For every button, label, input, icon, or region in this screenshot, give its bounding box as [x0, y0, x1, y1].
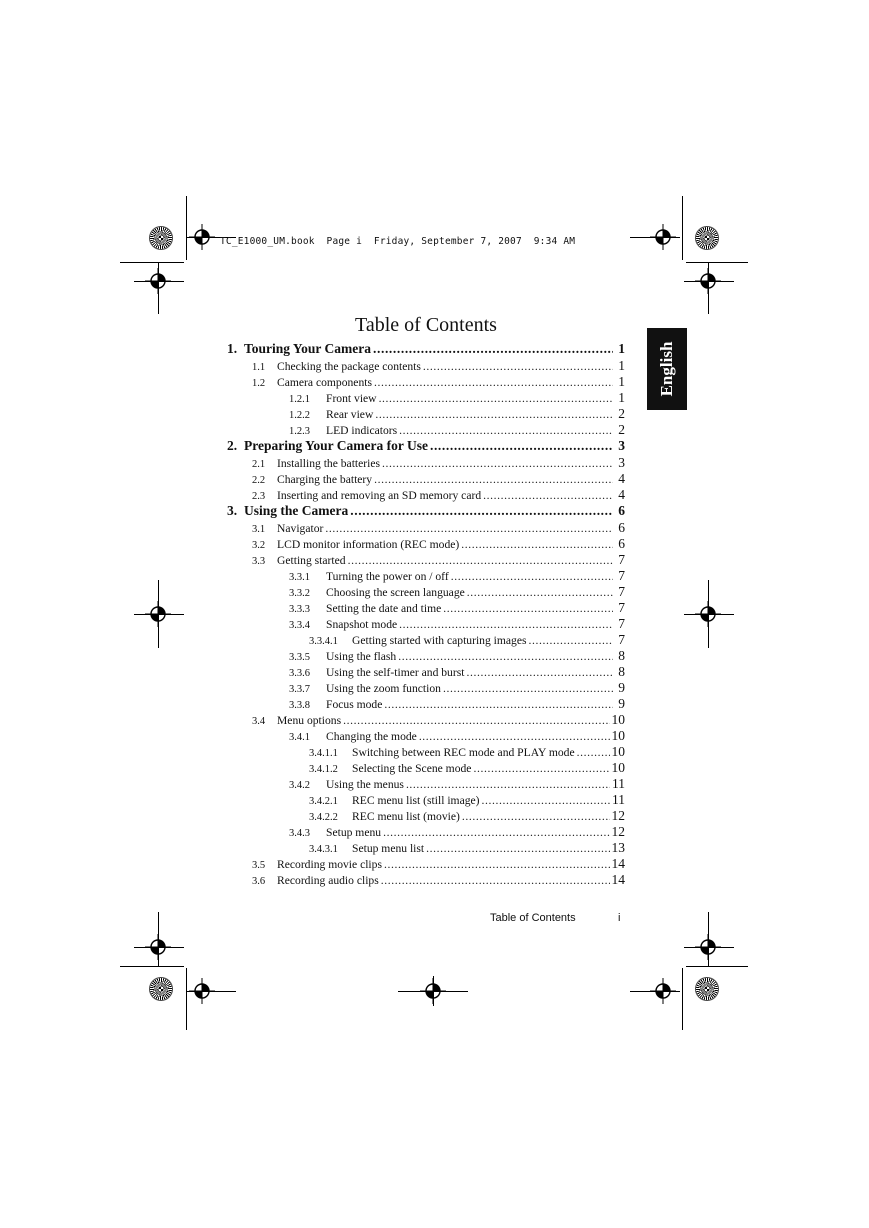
print-slug: TC_E1000_UM.book Page i Friday, September 7, 2007 9:34 AM — [220, 236, 576, 247]
toc-entry-page: 7 — [618, 552, 625, 567]
toc-entry-number: 3.3.1 — [289, 572, 310, 583]
language-tab-label: English — [657, 341, 676, 397]
toc-list — [227, 341, 625, 888]
toc-entry-number: 3.3.2 — [289, 588, 310, 599]
toc-entry[interactable] — [227, 455, 625, 471]
toc-entry-number: 3.2 — [252, 540, 266, 551]
toc-dot-leader — [473, 762, 609, 775]
toc-entry-label: Snapshot mode — [326, 618, 398, 631]
toc-entry-label: Using the self-timer and burst — [326, 666, 465, 679]
toc-dot-leader — [443, 682, 613, 695]
toc-entry-page: 12 — [611, 808, 625, 823]
toc-entry-page: 7 — [618, 600, 625, 615]
toc-dot-leader — [419, 730, 610, 743]
toc-entry-page: 8 — [618, 664, 625, 679]
toc-entry[interactable] — [227, 632, 625, 648]
toc-dot-leader — [348, 554, 613, 567]
star-target-icon — [696, 978, 718, 1000]
toc-entry-page: 6 — [618, 520, 625, 535]
toc-entry[interactable] — [227, 487, 625, 503]
toc-dot-leader — [577, 746, 610, 759]
toc-entry-label: Setup menu list — [352, 842, 425, 855]
registration-target-icon — [189, 978, 215, 1004]
toc-entry[interactable] — [227, 438, 625, 455]
crop-mark — [120, 262, 184, 263]
toc-entry[interactable] — [227, 568, 625, 584]
toc-entry[interactable] — [227, 503, 625, 520]
toc-entry-label: Recording audio clips — [277, 874, 379, 887]
toc-entry-label: Getting started — [277, 554, 346, 567]
toc-entry-number: 3.3.3 — [289, 604, 310, 615]
toc-entry-number: 1.2.2 — [289, 410, 310, 421]
toc-entry-label: Front view — [326, 392, 377, 405]
toc-dot-leader — [451, 570, 613, 583]
toc-entry-label: Using the flash — [326, 650, 397, 663]
toc-entry[interactable] — [227, 824, 625, 840]
toc-entry-number: 3.3.6 — [289, 668, 310, 679]
toc-entry[interactable] — [227, 872, 625, 888]
crop-mark — [120, 966, 184, 967]
toc-entry[interactable] — [227, 744, 625, 760]
toc-entry-page: 1 — [618, 390, 625, 405]
toc-dot-leader — [399, 424, 613, 437]
toc-entry-label: Installing the batteries — [277, 457, 381, 470]
toc-entry[interactable] — [227, 536, 625, 552]
toc-entry-page: 4 — [618, 471, 625, 486]
toc-entry[interactable] — [227, 471, 625, 487]
toc-entry[interactable] — [227, 422, 625, 438]
crop-mark — [686, 966, 748, 967]
crop-mark — [186, 196, 187, 260]
toc-entry[interactable] — [227, 856, 625, 872]
toc-entry-number: 2.2 — [252, 475, 266, 486]
toc-entry-page: 11 — [612, 792, 625, 807]
toc-entry-page: 3 — [618, 455, 625, 470]
toc-entry-page: 11 — [612, 776, 625, 791]
crop-mark — [686, 262, 748, 263]
toc-entry-label: Using the zoom function — [326, 682, 441, 695]
toc-entry-label: Navigator — [277, 522, 324, 535]
toc-dot-leader — [381, 874, 610, 887]
registration-target-icon — [695, 268, 721, 294]
toc-entry-label: Turning the power on / off — [326, 570, 449, 583]
registration-target-icon — [145, 601, 171, 627]
toc-entry-page: 1 — [618, 358, 625, 373]
toc-entry-label: Getting started with capturing images — [352, 634, 527, 647]
toc-entry-page: 10 — [611, 744, 625, 759]
toc-entry[interactable] — [227, 341, 625, 358]
toc-entry-number: 3.6 — [252, 876, 266, 887]
toc-entry-number: 1. — [227, 341, 238, 356]
footer-section-title: Table of Contents — [490, 912, 576, 924]
toc-entry-page: 7 — [618, 568, 625, 583]
toc-entry-number: 1.2 — [252, 378, 266, 389]
toc-entry-number: 3.3.7 — [289, 684, 310, 695]
toc-dot-leader — [406, 778, 610, 791]
toc-entry-label: Using the Camera — [244, 503, 349, 518]
toc-entry-number: 2.1 — [252, 459, 266, 470]
registration-target-icon — [650, 224, 676, 250]
toc-entry[interactable] — [227, 584, 625, 600]
toc-entry-page: 12 — [611, 824, 625, 839]
star-target-icon — [150, 227, 172, 249]
toc-dot-leader — [375, 408, 613, 421]
toc-entry[interactable] — [227, 520, 625, 536]
toc-entry-page: 2 — [618, 406, 625, 421]
toc-entry[interactable] — [227, 374, 625, 390]
registration-target-icon — [695, 601, 721, 627]
toc-entry[interactable] — [227, 390, 625, 406]
toc-entry-label: Checking the package contents — [277, 360, 421, 373]
toc-entry-number: 1.2.1 — [289, 394, 310, 405]
toc-entry-page: 2 — [618, 422, 625, 437]
toc-entry-label: Focus mode — [326, 698, 383, 711]
toc-entry-label: Switching between REC mode and PLAY mode — [352, 746, 575, 759]
toc-entry[interactable] — [227, 680, 625, 696]
toc-entry-page: 7 — [618, 616, 625, 631]
toc-entry-label: Inserting and removing an SD memory card — [277, 489, 482, 502]
toc-entry[interactable] — [227, 600, 625, 616]
toc-dot-leader — [466, 666, 613, 679]
toc-dot-leader — [374, 473, 613, 486]
toc-entry-number: 3.3.5 — [289, 652, 310, 663]
toc-entry-number: 3.4.2 — [289, 780, 310, 791]
toc-entry-label: REC menu list (still image) — [352, 794, 480, 807]
toc-entry-label: Setting the date and time — [326, 602, 442, 615]
registration-target-icon — [145, 934, 171, 960]
toc-entry-number: 3. — [227, 503, 238, 518]
toc-dot-leader — [462, 810, 610, 823]
toc-entry-page: 7 — [618, 632, 625, 647]
toc-dot-leader — [467, 586, 613, 599]
toc-entry-label: Touring Your Camera — [244, 341, 372, 356]
toc-entry-label: Menu options — [277, 714, 342, 727]
toc-entry-number: 3.1 — [252, 524, 266, 535]
toc-entry-label: Rear view — [326, 408, 374, 421]
toc-dot-leader — [384, 858, 610, 871]
toc-entry[interactable] — [227, 358, 625, 374]
toc-dot-leader — [350, 503, 613, 519]
toc-entry-page: 14 — [611, 856, 625, 871]
toc-entry-label: Selecting the Scene mode — [352, 762, 472, 775]
toc-entry-number: 2. — [227, 438, 238, 453]
toc-entry-number: 3.3 — [252, 556, 266, 567]
registration-target-icon — [420, 978, 446, 1004]
toc-entry[interactable] — [227, 728, 625, 744]
toc-dot-leader — [461, 538, 613, 551]
toc-dot-leader — [430, 438, 613, 454]
toc-entry-page: 8 — [618, 648, 625, 663]
toc-entry-label: REC menu list (movie) — [352, 810, 460, 823]
toc-entry-page: 14 — [611, 872, 625, 887]
toc-dot-leader — [398, 650, 613, 663]
toc-entry-page: 13 — [611, 840, 625, 855]
toc-entry-page: 1 — [618, 374, 625, 389]
toc-entry-number: 3.5 — [252, 860, 266, 871]
toc-entry-page: 6 — [618, 503, 625, 518]
language-tab — [647, 328, 687, 410]
toc-entry[interactable] — [227, 696, 625, 712]
toc-entry-number: 3.4.2.1 — [309, 796, 338, 807]
toc-dot-leader — [343, 714, 609, 727]
toc-dot-leader — [374, 376, 613, 389]
toc-entry-page: 9 — [618, 696, 625, 711]
toc-entry-number: 3.4.3 — [289, 828, 310, 839]
toc-entry-page: 6 — [618, 536, 625, 551]
toc-entry[interactable] — [227, 406, 625, 422]
toc-entry-page: 1 — [618, 341, 625, 356]
toc-dot-leader — [379, 392, 613, 405]
toc-dot-leader — [423, 360, 613, 373]
toc-dot-leader — [426, 842, 609, 855]
toc-entry-number: 3.4.1 — [289, 732, 310, 743]
toc-entry[interactable] — [227, 776, 625, 792]
toc-entry-number: 1.1 — [252, 362, 266, 373]
toc-entry-number: 3.3.4 — [289, 620, 310, 631]
toc-dot-leader — [325, 522, 613, 535]
crop-mark — [682, 196, 683, 260]
toc-entry-number: 3.4.1.1 — [309, 748, 338, 759]
toc-dot-leader — [373, 341, 613, 357]
toc-dot-leader — [382, 457, 613, 470]
registration-target-icon — [189, 224, 215, 250]
star-target-icon — [150, 978, 172, 1000]
toc-entry-number: 3.4.2.2 — [309, 812, 338, 823]
toc-dot-leader — [529, 634, 613, 647]
toc-entry[interactable] — [227, 664, 625, 680]
toc-entry-label: Charging the battery — [277, 473, 373, 486]
toc-dot-leader — [483, 489, 613, 502]
toc-entry-number: 2.3 — [252, 491, 266, 502]
toc-dot-leader — [482, 794, 610, 807]
toc-entry-number: 3.3.4.1 — [309, 636, 338, 647]
footer-page-number: i — [618, 912, 621, 924]
toc-entry-label: LCD monitor information (REC mode) — [277, 538, 460, 551]
toc-dot-leader — [399, 618, 613, 631]
crop-mark — [186, 968, 187, 1030]
toc-entry-label: LED indicators — [326, 424, 398, 437]
toc-dot-leader — [383, 826, 609, 839]
toc-entry-page: 10 — [611, 760, 625, 775]
toc-dot-leader — [443, 602, 613, 615]
star-target-icon — [696, 227, 718, 249]
crop-mark — [682, 968, 683, 1030]
toc-dot-leader — [384, 698, 613, 711]
toc-entry-number: 3.3.8 — [289, 700, 310, 711]
toc-entry-label: Preparing Your Camera for Use — [244, 438, 428, 453]
toc-entry[interactable] — [227, 792, 625, 808]
registration-target-icon — [145, 268, 171, 294]
toc-entry-number: 3.4 — [252, 716, 266, 727]
page-title: Table of Contents — [355, 314, 497, 336]
registration-target-icon — [695, 934, 721, 960]
toc-entry[interactable] — [227, 840, 625, 856]
toc-entry[interactable] — [227, 552, 625, 568]
toc-entry-label: Choosing the screen language — [326, 586, 465, 599]
toc-entry-page: 7 — [618, 584, 625, 599]
toc-entry-page: 9 — [618, 680, 625, 695]
toc-entry-page: 10 — [611, 728, 625, 743]
toc-entry[interactable] — [227, 712, 625, 728]
toc-entry-number: 3.4.3.1 — [309, 844, 338, 855]
toc-entry-page: 4 — [618, 487, 625, 502]
toc-entry-label: Setup menu — [326, 826, 382, 839]
toc-entry[interactable] — [227, 760, 625, 776]
toc-entry[interactable] — [227, 808, 625, 824]
toc-entry-number: 1.2.3 — [289, 426, 310, 437]
toc-entry-page: 3 — [618, 438, 625, 453]
toc-entry-label: Changing the mode — [326, 730, 417, 743]
toc-entry-label: Using the menus — [326, 778, 404, 791]
toc-entry[interactable] — [227, 616, 625, 632]
toc-entry-page: 10 — [611, 712, 625, 727]
registration-target-icon — [650, 978, 676, 1004]
toc-entry-label: Camera components — [277, 376, 372, 389]
toc-entry-number: 3.4.1.2 — [309, 764, 338, 775]
toc-entry[interactable] — [227, 648, 625, 664]
toc-entry-label: Recording movie clips — [277, 858, 382, 871]
